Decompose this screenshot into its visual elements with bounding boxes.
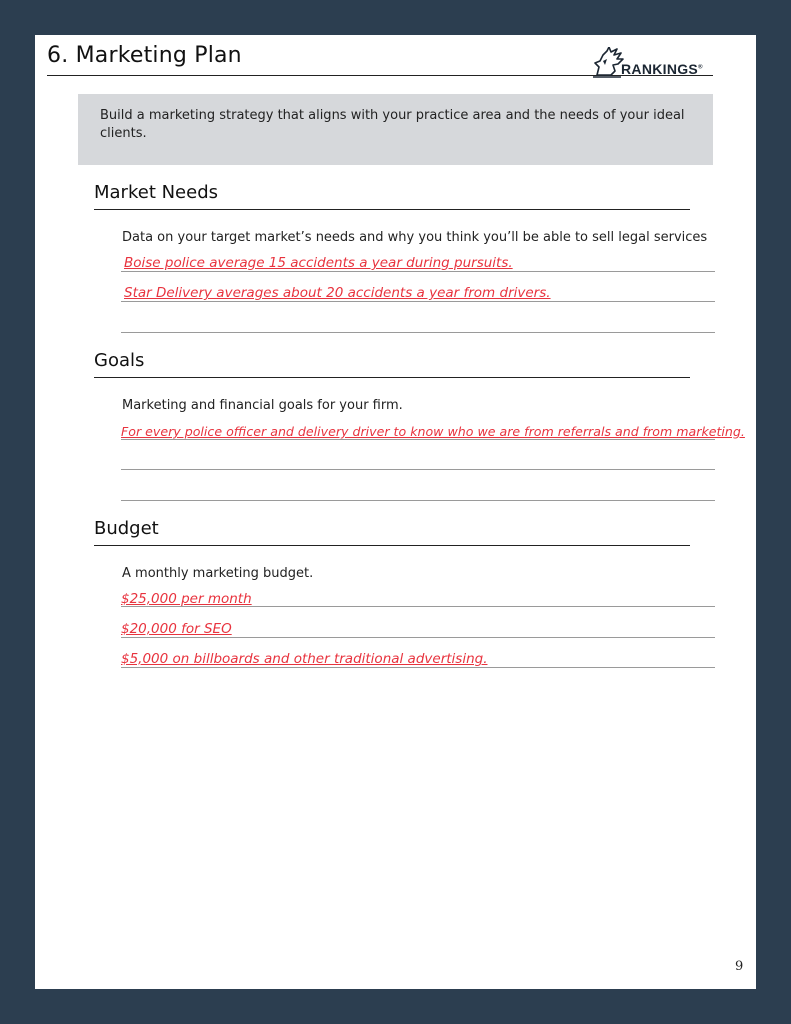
answer-field[interactable]: For every police officer and delivery driver to know who we are from referrals and from marketing. xyxy=(121,424,745,439)
section-divider xyxy=(94,377,690,378)
answer-line xyxy=(121,667,715,668)
section-heading-market-needs: Market Needs xyxy=(94,182,219,203)
section-divider xyxy=(94,545,690,546)
answer-line xyxy=(121,301,715,302)
page-number: 9 xyxy=(735,959,744,974)
griffin-icon xyxy=(591,47,625,79)
answer-field[interactable]: $5,000 on billboards and other traditional advertising. xyxy=(121,651,488,667)
answer-field[interactable]: $25,000 per month xyxy=(121,591,252,607)
intro-text: Build a marketing strategy that aligns with your practice area and the needs of your ideal clients. xyxy=(100,108,685,141)
answer-line xyxy=(121,439,715,440)
answer-line xyxy=(121,606,715,607)
section-heading-budget: Budget xyxy=(94,518,159,539)
answer-line xyxy=(121,332,715,333)
rankings-logo xyxy=(591,47,715,79)
answer-line xyxy=(121,637,715,638)
intro-box xyxy=(78,94,713,165)
logo-wordmark: RANKINGS® xyxy=(621,61,703,77)
answer-line xyxy=(121,469,715,470)
answer-field[interactable]: Boise police average 15 accidents a year during pursuits. xyxy=(124,255,513,271)
prompt-goals: Marketing and financial goals for your firm. xyxy=(122,398,403,413)
prompt-budget: A monthly marketing budget. xyxy=(122,566,314,581)
prompt-market-needs: Data on your target market’s needs and why you think you’ll be able to sell legal services xyxy=(122,230,708,245)
answer-field[interactable]: $20,000 for SEO xyxy=(121,621,232,637)
answer-field[interactable]: Star Delivery averages about 20 accidents a year from drivers. xyxy=(124,285,551,301)
worksheet-page xyxy=(35,35,756,989)
answer-line xyxy=(121,271,715,272)
section-divider xyxy=(94,209,690,210)
section-heading-goals: Goals xyxy=(94,350,145,371)
answer-line xyxy=(121,500,715,501)
page-title: 6. Marketing Plan xyxy=(47,43,242,68)
